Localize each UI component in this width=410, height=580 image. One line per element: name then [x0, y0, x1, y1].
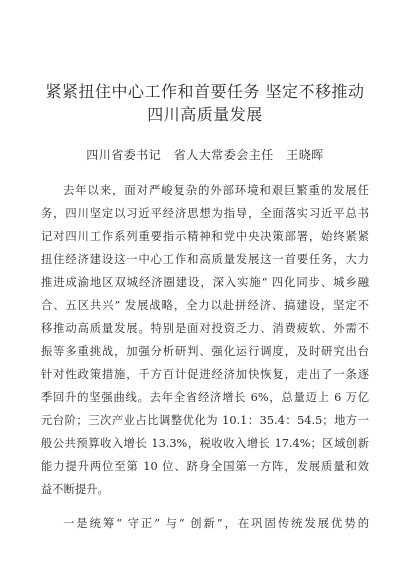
paragraph-line: 元台阶；三次产业占比调整优化为 10.1：35.4：54.5；地方一	[41, 414, 369, 427]
paragraph-line: 振等多重挑战，加强分析研判、强化运行调度，及时研究出台	[41, 345, 369, 358]
paragraph-line: 能力提升两位至第 10 位、跻身全国第一方阵，发展质量和效	[41, 460, 369, 473]
paragraph-line: 去年以来，面对严峻复杂的外部环境和艰巨繁重的发展任	[63, 184, 369, 197]
paragraph-line: 务，四川坚定以习近平经济思想为指导，全面落实习近平总书	[41, 207, 369, 220]
paragraph-line: 益不断提升。	[41, 483, 109, 496]
paragraph-line: 记对四川工作系列重要指示精神和党中央决策部署，始终紧紧	[41, 230, 369, 243]
article-byline: 四川省委书记 省人大常委会主任 王晓晖	[86, 148, 324, 162]
paragraph-line: 针对性政策措施，千方百计促进经济加快恢复，走出了一条逐	[41, 368, 369, 381]
paragraph-line: 推进成渝地区双城经济圈建设，深入实施“ 四化同步、城乡融	[41, 276, 369, 289]
article-title-line-1: 紧紧扭住中心工作和首要任务 坚定不移推动	[45, 82, 365, 101]
paragraph-line: 扭住经济建设这一中心工作和高质量发展这一首要任务，大力	[41, 253, 369, 266]
paragraph-line: 季回升的坚强曲线。去年全省经济增长 6%，总量迈上 6 万亿	[41, 391, 369, 404]
paragraph-line: 般公共预算收入增长 13.3%，税收收入增长 17.4%；区域创新	[41, 437, 369, 450]
paragraph-line: 移推动高质量发展。特别是面对投资乏力、消费疲软、外需不	[41, 322, 369, 335]
article-title-line-2: 四川高质量发展	[147, 105, 263, 124]
paragraph-line: 一是统筹“ 守正” 与“ 创新”，在巩固传统发展优势的	[63, 517, 369, 530]
paragraph-line: 合、五区共兴” 发展战略，全力以赴拼经济、搞建设，坚定不	[41, 299, 369, 312]
